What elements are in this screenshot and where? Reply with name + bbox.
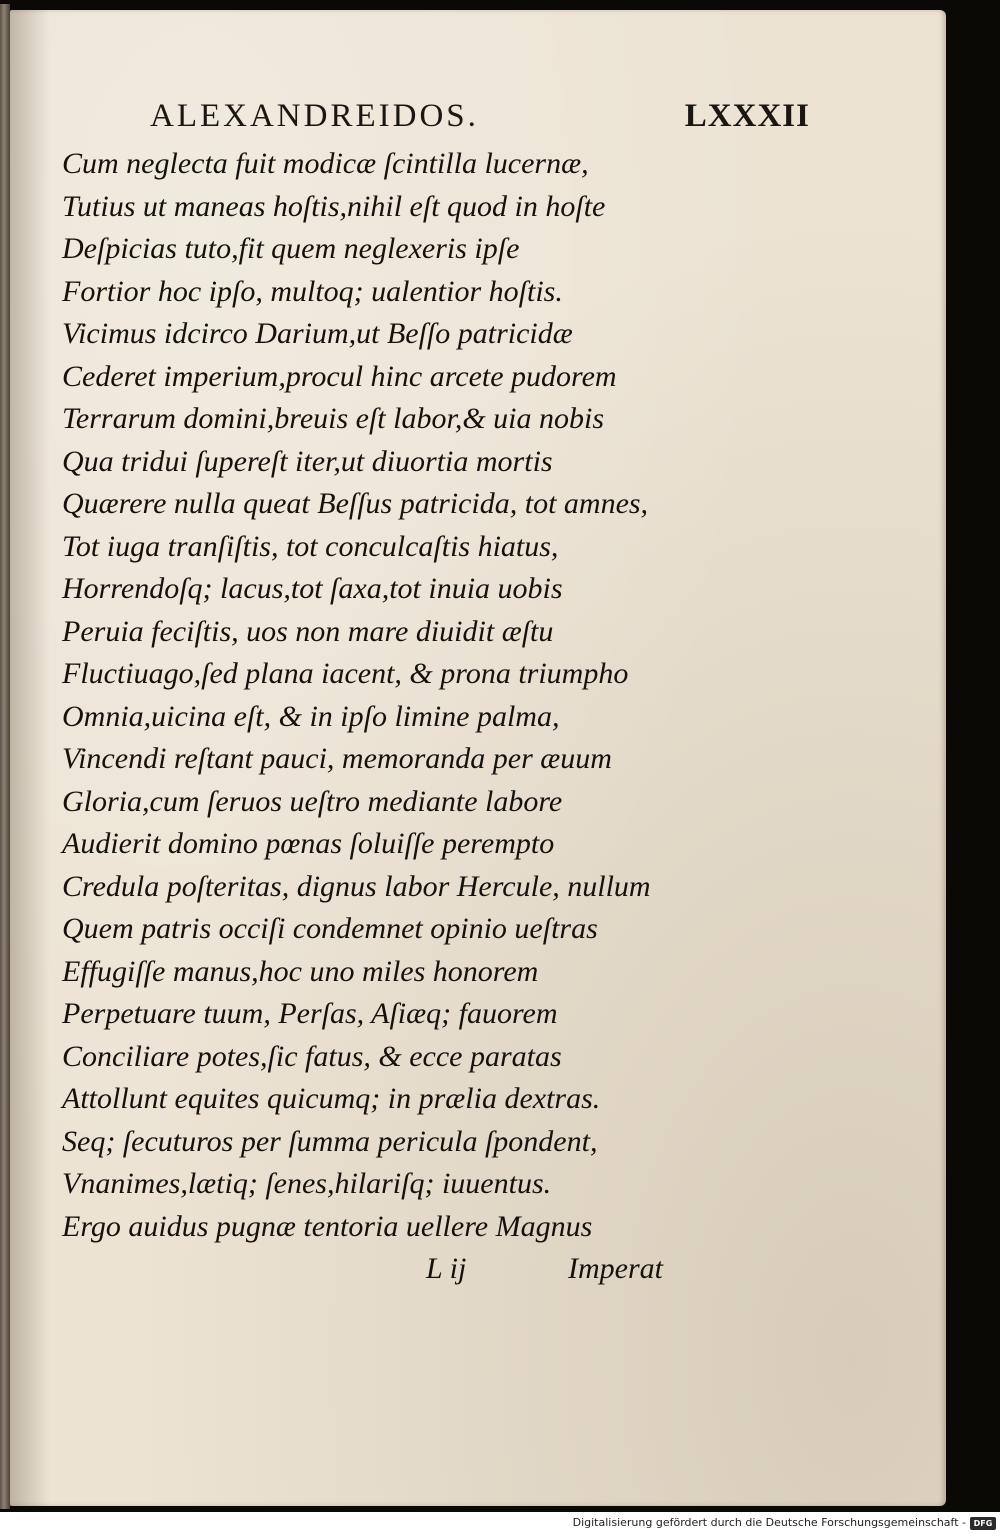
- verse-line: Vnanimes,lætiq; ſenes,hilariſq; iuuentus.: [62, 1167, 552, 1200]
- verse-line: Fluctiuago,ſed plana iacent, & prona triumpho: [62, 657, 629, 690]
- verse-line: Cum neglecta fuit modicæ ſcintilla lucernæ,: [62, 147, 589, 180]
- verse-text-block: [62, 143, 702, 1248]
- page-gutter-shadow: [10, 10, 50, 1506]
- verse-line: Quærere nulla queat Beſſus patricida, tot amnes,: [62, 487, 649, 520]
- digitization-footer: [0, 1512, 1000, 1536]
- verse-line: Attollunt equites quicumq; in prælia dextras.: [62, 1082, 601, 1115]
- dfg-logo: DFG: [970, 1517, 996, 1530]
- verse-line: Tot iuga tranſiſtis, tot conculcaſtis hiatus,: [62, 529, 559, 563]
- verse-line: Tutius ut maneas hoſtis,nihil eſt quod in hoſte: [62, 189, 606, 223]
- verse-line: Conciliare potes,ſic fatus, & ecce paratas: [62, 1039, 562, 1073]
- verse-line: Audierit domino pœnas ſoluiſſe perempto: [62, 827, 555, 860]
- verse-line: Seq; ſecuturos per ſumma pericula ſpondent,: [62, 1124, 598, 1158]
- verse-line: Quem patris occiſi condemnet opinio ueſtras: [62, 912, 598, 945]
- verse-line: Omnia,uicina eſt, & in ipſo limine palma,: [62, 699, 560, 733]
- book-edge: [0, 4, 10, 1509]
- folio-number: LXXXII: [684, 98, 810, 134]
- verse-line: Vincendi reſtant pauci, memoranda per æuum: [62, 742, 612, 775]
- verse-line: Horrendoſq; lacus,tot ſaxa,tot inuia uobis: [62, 572, 563, 605]
- catchword: Imperat: [568, 1252, 663, 1285]
- verse-line: Perpetuare tuum, Perſas, Aſiæq; fauorem: [62, 997, 558, 1030]
- running-title: ALEXANDREIDOS.: [150, 98, 479, 134]
- verse-line: Deſpicias tuto,fit quem neglexeris ipſe: [62, 232, 520, 265]
- verse-line: Cederet imperium,procul hinc arcete pudorem: [62, 359, 617, 393]
- verse-line: Terrarum domini,breuis eſt labor,& uia nobis: [62, 402, 605, 435]
- verse-line: Vicimus idcirco Darium,ut Beſſo patricidæ: [62, 317, 573, 350]
- verse-line: Gloria,cum ſeruos ueſtro mediante labore: [62, 784, 563, 818]
- verse-line: Peruia feciſtis, uos non mare diuidit æſtu: [62, 614, 554, 648]
- verse-line: Qua tridui ſupereſt iter,ut diuortia mortis: [62, 444, 553, 478]
- verse-line: Fortior hoc ipſo, multoq; ualentior hoſtis.: [62, 274, 563, 308]
- verse-line: Credula poſteritas, dignus labor Hercule, nullum: [62, 869, 651, 903]
- verse-line: Ergo auidus pugnæ tentoria uellere Magnus: [62, 1209, 593, 1243]
- verse-line: Effugiſſe manus,hoc uno miles honorem: [62, 954, 539, 988]
- running-head: [150, 98, 810, 138]
- signature-mark: L ij: [426, 1252, 467, 1285]
- funding-credit: Digitalisierung gefördert durch die Deutsche Forschungsgemeinschaft -: [572, 1516, 966, 1529]
